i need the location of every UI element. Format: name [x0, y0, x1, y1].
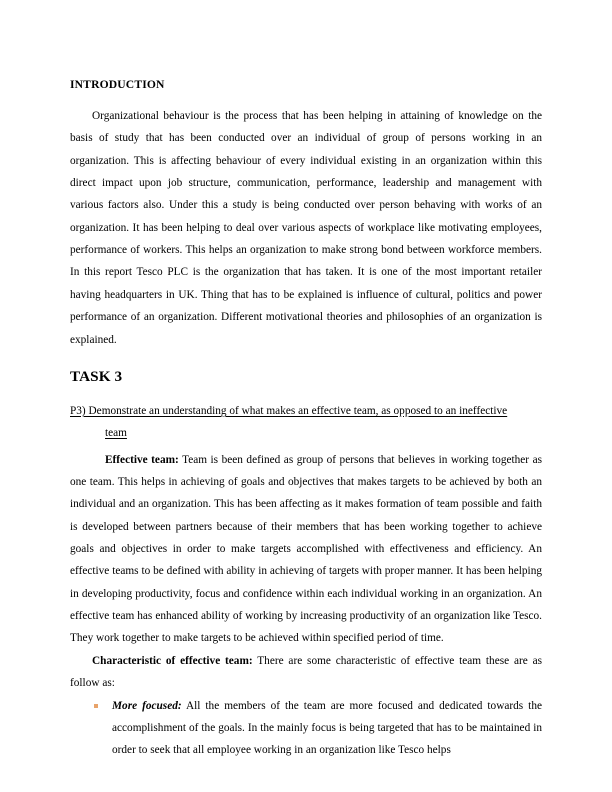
- effective-team-label: Effective team:: [105, 453, 179, 466]
- heading-p3: [70, 400, 542, 445]
- bullet-list: [70, 695, 542, 762]
- bullet-text: All the members of the team are more focused and dedicated towards the accomplishment of the goals. In the mainly focus is being targeted that has to be maintained in order to seek that all employee working in an organization like Tesco helps: [112, 699, 542, 757]
- characteristic-label: Characteristic of effective team:: [92, 654, 253, 667]
- heading-introduction: INTRODUCTION: [70, 78, 165, 91]
- heading-task-3: TASK 3: [70, 367, 123, 385]
- effective-team-text: Team is been defined as group of persons that believes in working together as one team. This helps in achieving of goals and objectives that makes targets to be achieved by both an individual and an organization. This has been affecting as it makes formation of team possible and faith is developed between partners because of their members that has been working together to achieve goals and objectives in order to make targets accomplished with effectiveness and efficiency. An effective teams to be defined with ability in achieving of targets with proper manner. It has been helping in developing productivity, focus and confidence within each individual working in an organization. An effective team has enhanced ability of working by increasing productivity of an organization like Tesco. They work together to make targets to be achieved within specified period of time.: [70, 453, 542, 645]
- heading-p3-line1: P3) Demonstrate an understanding of what makes an effective team, as opposed to an ineffective: [70, 404, 508, 417]
- bullet-label: More focused:: [112, 699, 182, 712]
- page-content: [70, 78, 542, 762]
- paragraph-effective-team: [70, 449, 542, 650]
- square-bullet-icon: [94, 704, 98, 708]
- paragraph-characteristic: [70, 650, 542, 695]
- characteristic-text: There are some characteristic of effective team these are as follow as:: [70, 654, 542, 690]
- heading-p3-line2: team: [105, 427, 127, 440]
- paragraph-introduction: Organizational behaviour is the process that has been helping in attaining of knowledge on the basis of study that has been conducted over an individual of group of persons working in an organization. This is affecting behaviour of every individual existing in an organization within this direct impact upon job structure, communication, performance, leadership and management with various factors also. Under this a study is being conducted over person behaving with works of an organization. It has been helping to deal over various aspects of workplace like motivating employees, performance of workers. This helps an organization to make strong bond between workforce members. In this report Tesco PLC is the organization that has taken. It is one of the most important retailer having headquarters in UK. Thing that has to be explained is influence of cultural, politics and power performance of an organization. Different motivational theories and philosophies of an organization is explained.: [70, 109, 542, 346]
- list-item: [70, 695, 542, 762]
